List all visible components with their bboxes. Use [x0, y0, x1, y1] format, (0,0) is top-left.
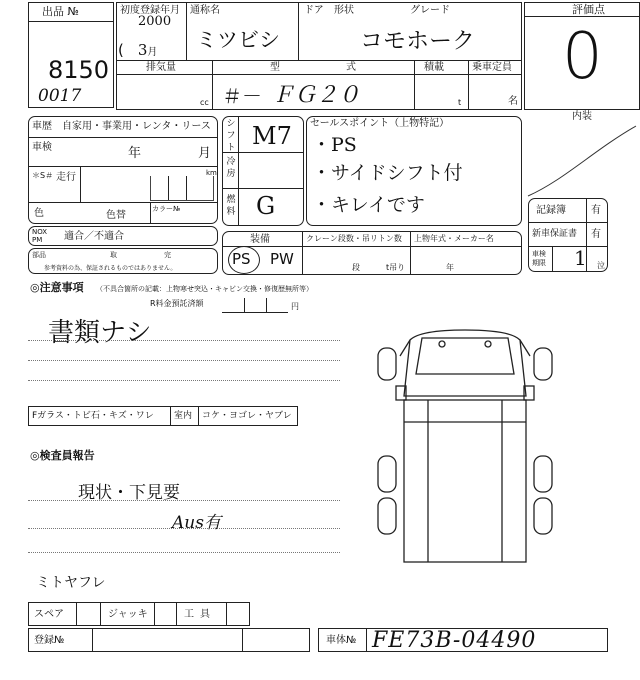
cooling-label: 冷房	[226, 157, 236, 179]
chassis-number: FE73B-04490	[372, 628, 537, 653]
lot-number: 8150	[48, 56, 110, 84]
shape-label: 形状	[334, 5, 354, 16]
inspector-line3: ミトヤフレ	[36, 575, 106, 591]
inspection-label: 車検	[32, 142, 52, 153]
warranty-label: 新車保証書	[532, 229, 578, 239]
shift-label: シフト	[226, 119, 236, 153]
sales-points-label: セールスポイント（上物特記）	[310, 118, 450, 129]
color-change-label: 色替	[106, 210, 126, 221]
inspector-title: ◎検査員報告	[30, 449, 95, 462]
shift-value: M7	[252, 122, 292, 150]
usage-options: 自家用・事業用・レンタ・リース	[62, 121, 211, 132]
fuel-label: 燃料	[226, 195, 236, 217]
crane-label: クレーン段数・吊リトン数	[306, 234, 402, 243]
expiry-label: 車検期限	[532, 250, 546, 267]
spare-label: スペア	[34, 609, 64, 620]
first-reg-month: 3	[137, 41, 148, 59]
tools-label: 工具	[184, 609, 216, 620]
chassis-label: 車体№	[326, 635, 357, 646]
inspector-line1: 現状・下見要	[78, 483, 180, 503]
displacement-label: 排気量	[146, 62, 176, 73]
expiry-value: 1	[574, 246, 587, 270]
sales-point-2: ・サイドシフト付	[312, 162, 463, 184]
upper-year-unit: 年	[446, 263, 454, 272]
capacity-label: 乗車定員	[472, 62, 512, 73]
nox-label: NOX PM	[32, 228, 48, 244]
notes-subtitle: （不具合箇所の記載：上物寒せ突込・キャビン交換・修復歴無所等）	[96, 285, 313, 293]
color-code-label: カラー№	[152, 205, 181, 213]
sales-point-1: ・PS	[312, 134, 357, 156]
interior-sketch-lines	[524, 120, 640, 200]
capacity-unit: 名	[508, 96, 518, 107]
parts-label: 部品	[32, 251, 46, 259]
inspection-year-unit: 年	[128, 146, 142, 161]
inspector-line2: Aus有	[172, 513, 221, 533]
door-label: ドア	[304, 5, 324, 16]
score-value: 0	[562, 20, 603, 94]
equipment-label: 装備	[250, 234, 270, 245]
inspection-month-unit: 月	[198, 146, 212, 161]
nox-value: 適合／不適合	[64, 231, 124, 242]
load-unit: t	[458, 98, 462, 107]
cc-unit: cc	[200, 98, 209, 107]
notes-handwritten: 書類ナシ	[48, 318, 152, 348]
model-name: ミツビシ	[196, 28, 280, 52]
model-name-label: 通称名	[190, 5, 220, 16]
fuel-value: G	[256, 192, 276, 220]
first-reg-year: 2000	[138, 14, 172, 29]
score-label: 評価点	[572, 3, 605, 16]
mileage-star-label: ＊S＃	[32, 171, 54, 180]
registration-label: 登録№	[34, 635, 65, 646]
lot-label: 出品 №	[42, 5, 79, 18]
expiry-unit: 泣	[597, 261, 605, 270]
legend-glass: Fガラス・トビ石・キズ・ワレ	[32, 411, 154, 421]
record-book-label: 記録簿	[536, 205, 566, 216]
recycle-unit: 円	[291, 302, 299, 311]
reference-note: 参考資料の為、保証されるものではありません。	[44, 265, 177, 272]
equipment-ps: PS	[232, 250, 251, 268]
month-suffix: 月	[147, 47, 158, 58]
equipment-pw: PW	[270, 250, 294, 268]
crane-unit-tons: t吊り	[386, 263, 406, 272]
notes-title: ◎注意事項	[30, 281, 84, 294]
registration-box	[28, 628, 310, 652]
warranty-value: 有	[591, 229, 601, 240]
crane-unit-steps: 段	[352, 263, 360, 272]
mileage-label: 走行	[56, 172, 76, 183]
load-label: 積載	[424, 62, 444, 73]
interior-label: 内装	[572, 111, 592, 122]
legend-interior: 室内	[174, 411, 193, 421]
upper-body-label: 上物年式・メーカー名	[414, 234, 494, 243]
truck-diagram	[370, 326, 560, 566]
parts-mid: 取	[110, 251, 117, 259]
usage-label: 車歴	[32, 121, 52, 132]
recycle-label: R料金預託済額	[150, 299, 204, 308]
type-label2: 式	[346, 62, 356, 73]
recycle-amount-grid	[222, 298, 288, 313]
history-box	[28, 116, 218, 224]
type-label: 型	[270, 62, 280, 73]
model-code-prefix: ＃－	[222, 84, 262, 108]
record-book-value: 有	[591, 205, 601, 216]
grade-value: コモホーク	[360, 28, 475, 54]
jack-label: ジャッキ	[108, 609, 148, 620]
lot-sub-number: 0017	[38, 86, 82, 106]
km-unit: km	[206, 169, 217, 177]
color-label: 色	[34, 208, 44, 219]
sales-point-3: ・キレイです	[312, 194, 425, 216]
grade-label: グレード	[410, 5, 450, 16]
parts-end: 完	[164, 251, 171, 259]
model-code: ＦＧ２０	[272, 83, 361, 108]
first-reg-month-wrap: ( 3月	[118, 41, 158, 59]
first-reg-label: 初度登録年月	[120, 5, 180, 16]
odometer-grid	[150, 176, 214, 201]
legend-dirt: コケ・ヨゴレ・ヤブレ	[202, 411, 292, 421]
